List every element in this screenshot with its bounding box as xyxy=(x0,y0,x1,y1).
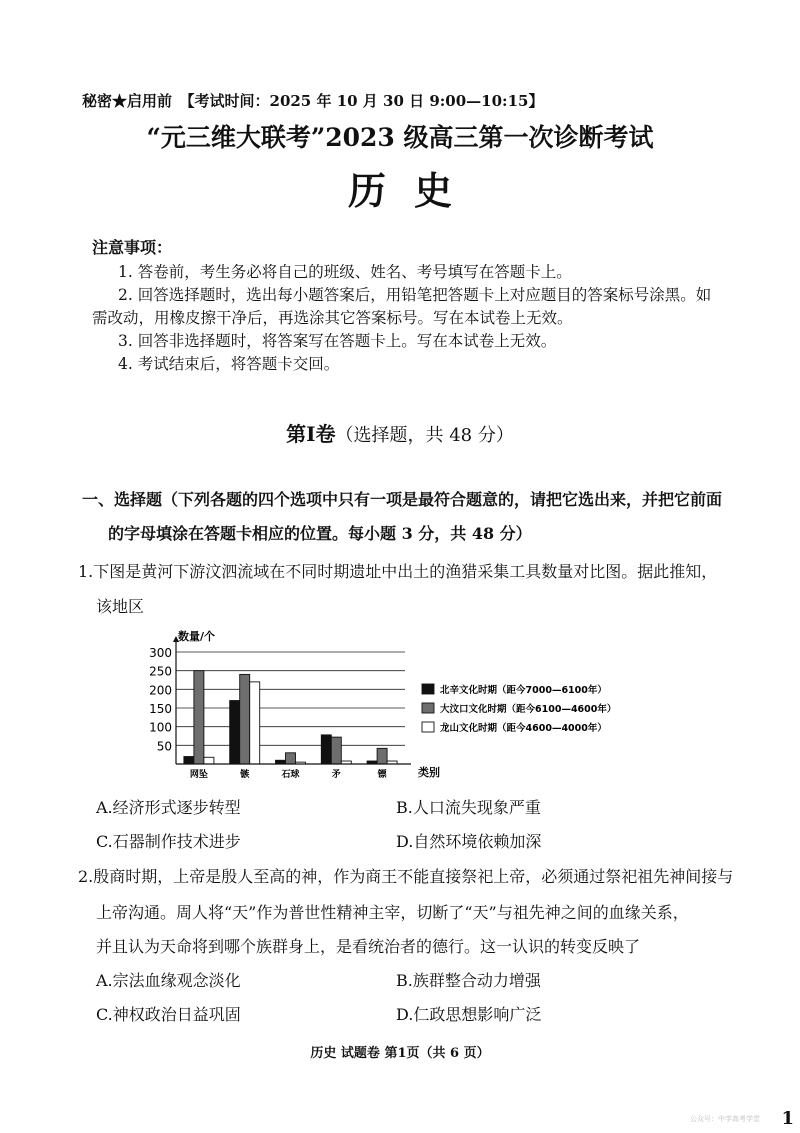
y-tick-label: 300 xyxy=(149,646,172,660)
x-axis-label: 类别 xyxy=(418,766,440,779)
part1-instruction: 一、选择题（下列各题的四个选项中只有一项是最符合题意的，请把它选出来，并把它前面 xyxy=(82,490,723,509)
y-tick-label: 150 xyxy=(149,702,172,716)
y-tick-label: 50 xyxy=(156,739,172,754)
part1-instruction: 的字母填涂在答题卡相应的位置。每小题 3 分，共 48 分） xyxy=(108,524,532,543)
notice-item: 1. 答卷前，考生务必将自己的班级、姓名、考号填写在答题卡上。 xyxy=(118,263,572,281)
legend-swatch xyxy=(422,722,434,732)
bar xyxy=(250,682,260,764)
x-tick-label: 石球 xyxy=(281,770,300,780)
q2-option-a[interactable]: A.宗法血缘观念淡化 xyxy=(96,971,241,990)
legend-swatch xyxy=(422,684,434,694)
section-detail: （选择题，共 48 分） xyxy=(335,425,514,446)
chart-legend xyxy=(422,684,616,734)
question-1-stem: 该地区 xyxy=(96,597,145,616)
q2-option-c[interactable]: C.神权政治日益巩固 xyxy=(96,1005,241,1024)
bar xyxy=(184,757,194,764)
q2-option-b[interactable]: B.族群整合动力增强 xyxy=(396,971,541,990)
question-2-stem: 上帝沟通。周人将“天”作为普世性精神主宰，切断了“天”与祖先神之间的血缘关系， xyxy=(96,903,689,922)
x-tick-label: 网坠 xyxy=(189,770,208,780)
notice-item: 3. 回答非选择题时，将答案写在答题卡上。写在本试卷上无效。 xyxy=(118,332,557,350)
bar xyxy=(286,753,296,764)
q1-option-d[interactable]: D.自然环境依赖加深 xyxy=(396,832,542,851)
y-tick-label: 250 xyxy=(149,664,172,679)
question-1-stem: 1.下图是黄河下游汶泗流域在不同时期遗址中出土的渔猎采集工具数量对比图。据此推知， xyxy=(78,562,718,581)
exam-title: “元三维大联考”2023 级高三第一次诊断考试 xyxy=(146,123,654,152)
y-axis-label: 数量/个 xyxy=(178,630,216,643)
q1-option-c[interactable]: C.石器制作技术进步 xyxy=(96,832,241,851)
section-title xyxy=(0,418,800,447)
section-name: 第Ⅰ卷 xyxy=(286,422,336,446)
watermark: 公众号：中学高考学堂 xyxy=(690,1115,760,1123)
bar xyxy=(240,674,250,764)
bar-chart xyxy=(140,626,660,786)
q2-option-d[interactable]: D.仁政思想影响广泛 xyxy=(396,1005,542,1024)
bar xyxy=(331,737,341,764)
y-tick-label: 200 xyxy=(149,683,172,698)
notice-heading: 注意事项： xyxy=(92,238,173,257)
legend-swatch xyxy=(422,703,434,713)
notice-item: 2. 回答选择题时，选出每小题答案后，用铅笔把答题卡上对应题目的答案标号涂黑。如 xyxy=(118,286,712,304)
q1-option-b[interactable]: B.人口流失现象严重 xyxy=(396,798,541,817)
exam-header: 秘密★启用前 【考试时间：2025 年 10 月 30 日 9:00—10:15】 xyxy=(82,92,544,110)
page-number: 1 xyxy=(781,1108,794,1129)
q1-option-a[interactable]: A.经济形式逐步转型 xyxy=(96,798,241,817)
bar xyxy=(204,757,214,764)
x-tick-label: 镞 xyxy=(240,770,250,780)
legend-label: 大汶口文化时期（距今6100—4600年） xyxy=(440,704,617,715)
question-2-stem: 2.殷商时期，上帝是殷人至高的神，作为商王不能直接祭祀上帝，必须通过祭祀祖先神间接与 xyxy=(78,867,734,886)
chart-grid xyxy=(176,652,405,745)
legend-label: 龙山文化时期（距今4600—4000年） xyxy=(440,723,607,734)
question-2-stem: 并且认为天命将到哪个族群身上，是看统治者的德行。这一认识的转变反映了 xyxy=(96,937,641,956)
bar xyxy=(194,671,204,764)
bar xyxy=(230,701,240,764)
notice-item: 4. 考试结束后，将答题卡交回。 xyxy=(118,355,340,373)
bar xyxy=(321,735,331,764)
x-tick-label: 镖 xyxy=(377,770,387,780)
bar xyxy=(377,748,387,764)
x-tick-label: 矛 xyxy=(331,770,341,780)
y-tick-label: 100 xyxy=(149,720,172,735)
subject-title: 历史 xyxy=(347,168,480,213)
notice-item: 需改动，用橡皮擦干净后，再选涂其它答案标号。写在本试卷上无效。 xyxy=(92,309,573,327)
legend-label: 北辛文化时期（距今7000—6100年） xyxy=(440,685,607,696)
chart-bars xyxy=(184,671,397,764)
page-footer: 历史 试题卷 第1页（共 6 页） xyxy=(310,1046,490,1061)
